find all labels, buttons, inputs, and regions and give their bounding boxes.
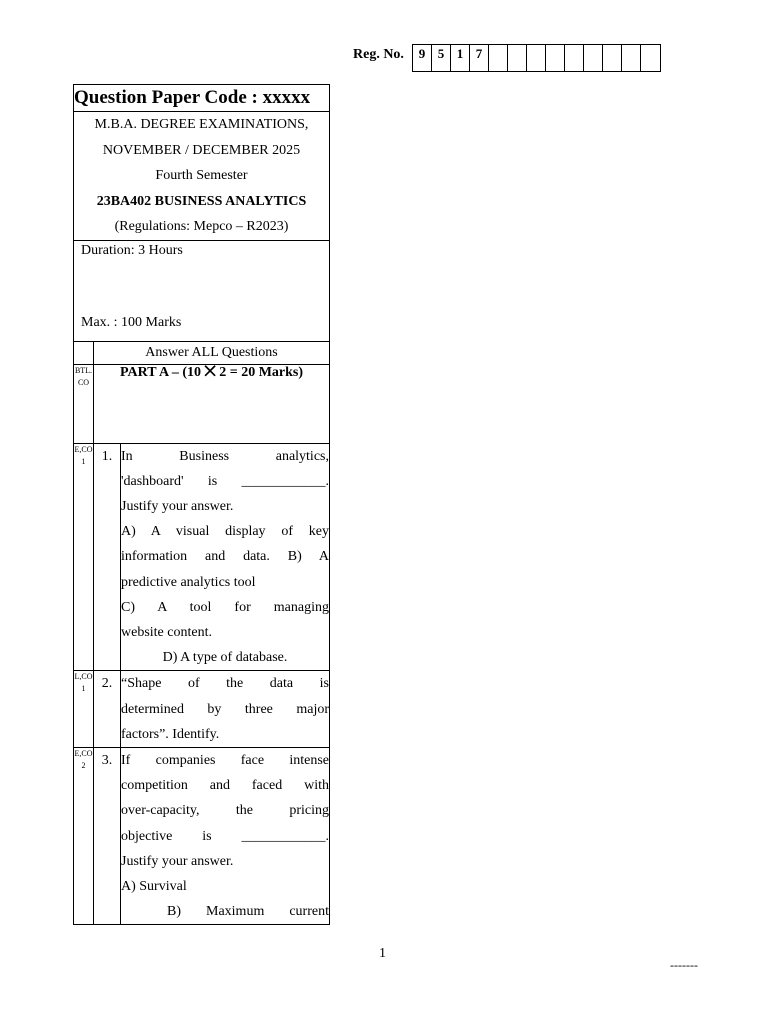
question-line: C) A tool for managing — [121, 599, 329, 615]
question-paper-code: Question Paper Code : xxxxx — [74, 85, 330, 112]
question-line: predictive analytics tool — [121, 574, 256, 590]
continuation-dashes: ------- — [670, 958, 698, 972]
reg-digit-box: 9 — [413, 45, 432, 71]
question-line: objective is ____________. — [121, 828, 329, 844]
reg-digit-box — [546, 45, 565, 71]
reg-number-label: Reg. No. — [353, 47, 404, 62]
question-line: website content. — [121, 624, 212, 640]
empty-cell — [74, 341, 94, 364]
reg-digit-box — [489, 45, 508, 71]
question-number: 1. — [94, 443, 121, 671]
semester: Fourth Semester — [155, 168, 248, 183]
question-line: In Business analytics, — [121, 448, 329, 464]
question-line: 'dashboard' is ____________. — [121, 473, 329, 489]
question-line: factors”. Identify. — [121, 726, 220, 742]
question-line: If companies face intense — [121, 752, 329, 768]
exam-details — [74, 112, 330, 241]
btl-co-header: BTL.CO — [74, 364, 94, 443]
question-line: “Shape of the data is — [121, 676, 329, 692]
btl-co-label: E,CO2 — [74, 747, 94, 924]
duration: Duration: 3 Hours — [81, 242, 183, 258]
reg-digit-box — [527, 45, 546, 71]
reg-digit-box — [584, 45, 603, 71]
reg-digit-box — [603, 45, 622, 71]
duration-marks — [74, 240, 330, 341]
question-row — [74, 671, 330, 748]
question-number: 3. — [94, 747, 121, 924]
question-text — [121, 671, 330, 748]
btl-co-label: E,CO1 — [74, 443, 94, 671]
reg-number-boxes — [412, 44, 661, 72]
question-line: A) Survival — [121, 878, 187, 894]
reg-digit-box: 1 — [451, 45, 470, 71]
regulations: (Regulations: Mepco – R2023) — [114, 219, 289, 234]
reg-number-block — [353, 44, 661, 72]
question-line: Justify your answer. — [121, 853, 234, 869]
page-number: 1 — [379, 946, 386, 961]
part-a-heading: PART A – (10 ⨉ 2 = 20 Marks) — [94, 364, 330, 443]
answer-all-instruction: Answer ALL Questions — [94, 341, 330, 364]
question-line: over-capacity, the pricing — [121, 803, 329, 819]
exam-session: NOVEMBER / DECEMBER 2025 — [102, 142, 301, 158]
btl-co-label: L,CO1 — [74, 671, 94, 748]
question-row — [74, 747, 330, 924]
question-row — [74, 443, 330, 671]
question-number: 2. — [94, 671, 121, 748]
question-line: competition and faced with — [121, 778, 329, 794]
question-text — [121, 443, 330, 671]
question-line: B) Maximum current — [167, 904, 329, 920]
reg-digit-box — [641, 45, 660, 71]
reg-digit-box — [565, 45, 584, 71]
reg-digit-box: 7 — [470, 45, 489, 71]
course-title: 23BA402 BUSINESS ANALYTICS — [96, 193, 307, 209]
question-line: D) A type of database. — [162, 650, 288, 666]
reg-digit-box — [622, 45, 641, 71]
question-line: determined by three major — [121, 701, 329, 717]
question-paper-table — [73, 84, 330, 925]
question-line: Justify your answer. — [121, 498, 234, 514]
question-line: information and data. B) A — [121, 549, 329, 565]
reg-digit-box — [508, 45, 527, 71]
max-marks: Max. : 100 Marks — [81, 314, 182, 330]
exam-title: M.B.A. DEGREE EXAMINATIONS, — [94, 117, 309, 132]
question-line: A) A visual display of key — [121, 524, 329, 540]
reg-digit-box: 5 — [432, 45, 451, 71]
question-text — [121, 747, 330, 924]
